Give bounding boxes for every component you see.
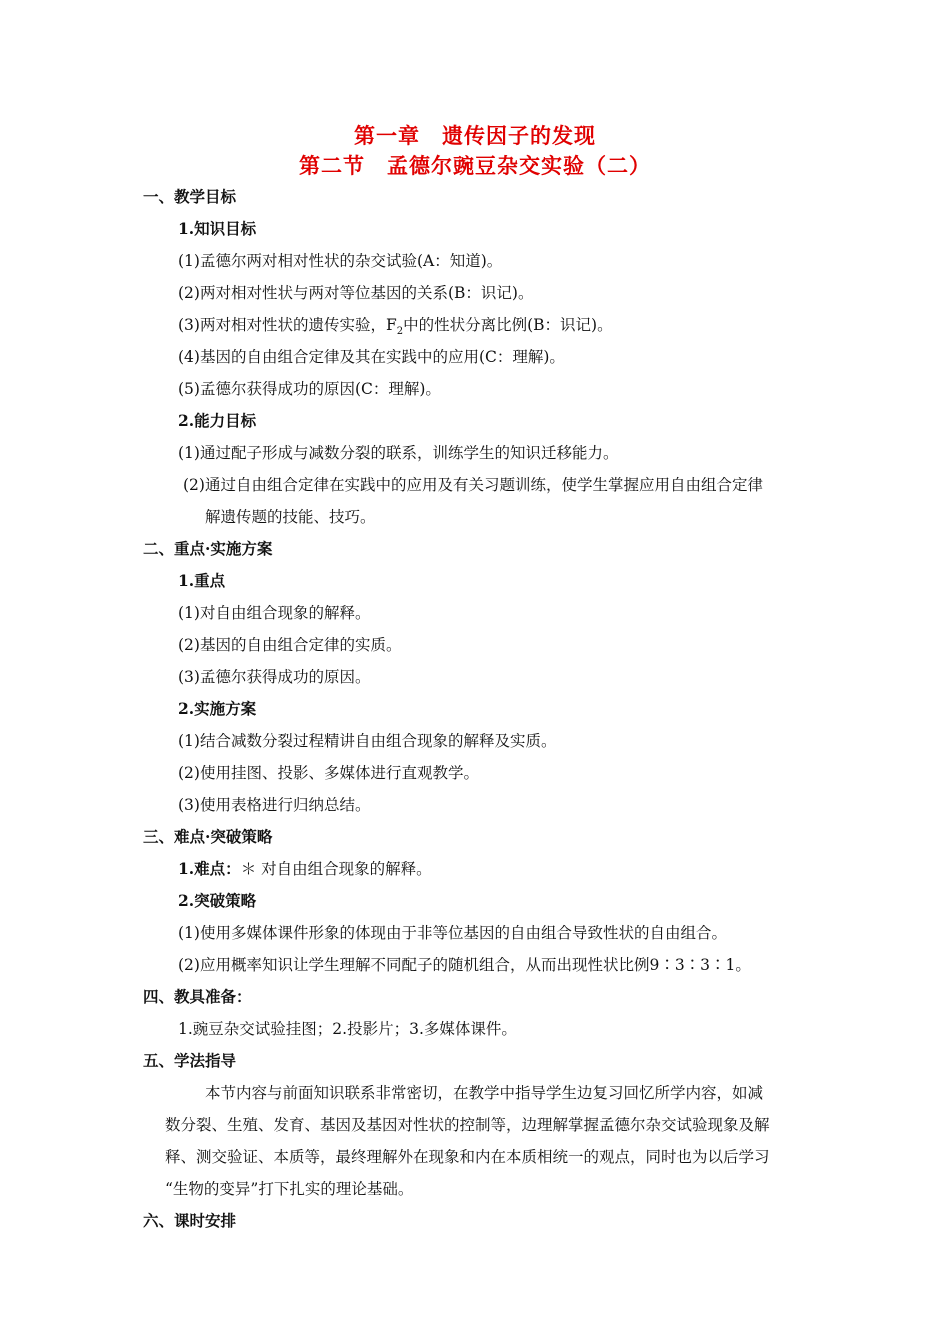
subheading-knowledge: 1.知识目标 [178, 219, 257, 238]
heading-materials: 四、教具准备： [143, 987, 252, 1006]
subheading-ability: 2.能力目标 [178, 411, 257, 430]
heading-objectives: 一、教学目标 [143, 187, 237, 206]
key-item-1: (1)对自由组合现象的解释。 [178, 604, 371, 622]
key-item-3: (3)孟德尔获得成功的原因。 [178, 668, 371, 686]
subheading-key: 1.重点 [178, 571, 226, 590]
study-paragraph-line-1: 本节内容与前面知识联系非常密切，在教学中指导学生边复习回忆所学内容，如减 [205, 1084, 764, 1102]
heading-study-method: 五、学法指导 [143, 1051, 237, 1070]
subheading-strategy: 2.突破策略 [178, 891, 257, 910]
key-item-2: (2)基因的自由组合定律的实质。 [178, 636, 402, 654]
difficulty-line: 1.难点：＊ 对自由组合现象的解释。 [178, 859, 432, 878]
heading-difficulties: 三、难点·突破策略 [143, 827, 273, 846]
knowledge-item-5: (5)孟德尔获得成功的原因(C：理解)。 [178, 380, 441, 398]
study-paragraph-line-3: 释、测交验证、本质等，最终理解外在现象和内在本质相统一的观点，同时也为以后学习 [165, 1148, 770, 1166]
study-paragraph-line-2: 数分裂、生殖、发育、基因及基因对性状的控制等，边理解掌握孟德尔杂交试验现象及解 [165, 1116, 770, 1134]
chapter-title: 第一章 遗传因子的发现 [354, 123, 596, 148]
strategy-item-2: (2)应用概率知识让学生理解不同配子的随机组合，从而出现性状比例9∶3∶3∶1。 [178, 956, 751, 974]
knowledge-item-3: (3)两对相对性状的遗传实验，$F_2$中的性状分离比例(B：识记)。 [178, 316, 613, 338]
knowledge-item-1: (1)孟德尔两对相对性状的杂交试验(A：知道)。 [178, 252, 503, 270]
subheading-plan: 2.实施方案 [178, 699, 257, 718]
study-paragraph-line-4: “生物的变异”打下扎实的理论基础。 [165, 1180, 414, 1198]
heading-schedule: 六、课时安排 [143, 1211, 237, 1230]
plan-item-2: (2)使用挂图、投影、多媒体进行直观教学。 [178, 764, 479, 782]
ability-item-1: (1)通过配子形成与减数分裂的联系，训练学生的知识迁移能力。 [178, 444, 619, 462]
plan-item-1: (1)结合减数分裂过程精讲自由组合现象的解释及实质。 [178, 732, 557, 750]
ability-item-2-cont: 解遗传题的技能、技巧。 [205, 508, 376, 526]
knowledge-item-2: (2)两对相对性状与两对等位基因的关系(B：识记)。 [178, 284, 534, 302]
strategy-item-1: (1)使用多媒体课件形象的体现由于非等位基因的自由组合导致性状的自由组合。 [178, 924, 727, 942]
materials-text: 1.豌豆杂交试验挂图；2.投影片；3.多媒体课件。 [178, 1020, 517, 1038]
knowledge-item-4: (4)基因的自由组合定律及其在实践中的应用(C：理解)。 [178, 348, 565, 366]
ability-item-2: (2)通过自由组合定律在实践中的应用及有关习题训练，使学生掌握应用自由组合定律 [183, 476, 763, 494]
heading-key-points: 二、重点·实施方案 [143, 539, 273, 558]
section-title: 第二节 孟德尔豌豆杂交实验（二） [299, 153, 651, 178]
plan-item-3: (3)使用表格进行归纳总结。 [178, 796, 371, 814]
